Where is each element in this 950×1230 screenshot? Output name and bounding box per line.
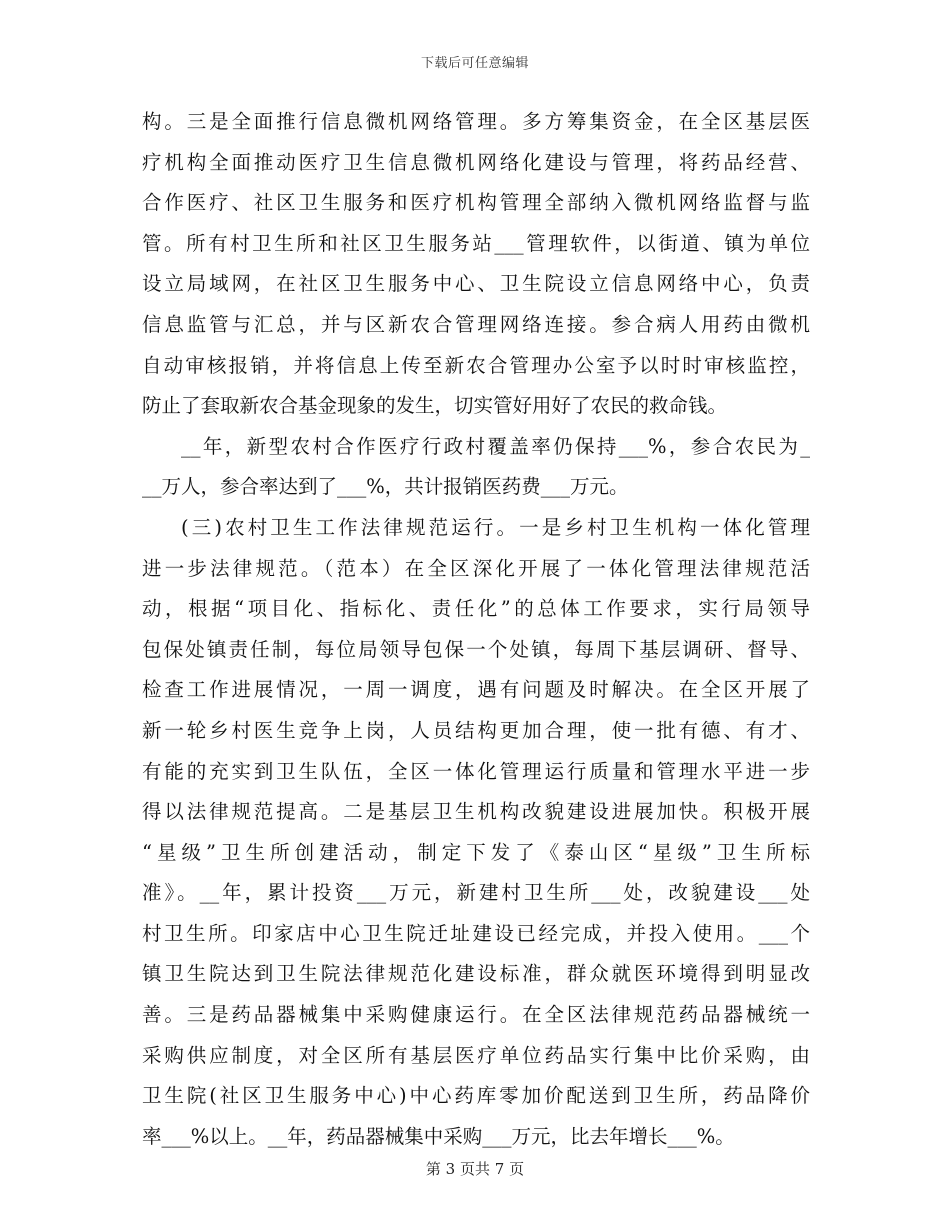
text-line: 构。三是全面推行信息微机网络管理。多方筹集资金，在全区基层医	[142, 110, 810, 133]
text-line: 有能的充实到卫生队伍，全区一体化管理运行质量和管理水平进一步	[142, 759, 810, 783]
text-line: 动，根据“项目化、指标化、责任化”的总体工作要求，实行局领导	[142, 597, 810, 621]
text-line: 设立局域网，在社区卫生服务中心、卫生院设立信息网络中心，负责	[142, 272, 810, 296]
text-line: 卫生院(社区卫生服务中心)中心药库零加价配送到卫生所，药品降价	[142, 1084, 810, 1108]
document-body	[142, 102, 810, 1157]
text-line: 准》。__年，累计投资___万元，新建村卫生所___处，改貌建设___处	[142, 881, 810, 905]
text-line: 镇卫生院达到卫生院法律规范化建设标准，群众就医环境得到明显改	[142, 962, 810, 986]
text-line: 进一步法律规范。（范本）在全区深化开展了一体化管理法律规范活	[142, 556, 810, 580]
text-line: “星级”卫生所创建活动，制定下发了《泰山区“星级”卫生所标	[142, 840, 810, 864]
text-line: 防止了套取新农合基金现象的发生，切实管好用好了农民的救命钱。	[142, 394, 728, 418]
text-line: 新一轮乡村医生竞争上岗，人员结构更加合理，使一批有德、有才、	[142, 718, 810, 742]
page-header: 下载后可任意编辑	[420, 56, 529, 71]
text-line: 率___%以上。__年，药品器械集中采购___万元，比去年增长___%。	[142, 1124, 735, 1148]
text-line: 自动审核报销，并将信息上传至新农合管理办公室予以时时审核监控，	[142, 353, 810, 377]
text-line: 村卫生所。印家店中心卫生院迁址建设已经完成，并投入使用。___个	[142, 921, 810, 945]
text-line: 善。三是药品器械集中采购健康运行。在全区法律规范药品器械统一	[142, 1003, 810, 1027]
page-footer: 第 3 页共 7 页	[425, 1160, 525, 1178]
text-line: 管。所有村卫生所和社区卫生服务站___管理软件，以街道、镇为单位	[142, 231, 810, 255]
text-line: 信息监管与汇总，并与区新农合管理网络连接。参合病人用药由微机	[142, 312, 810, 336]
text-line: 采购供应制度，对全区所有基层医疗单位药品实行集中比价采购，由	[142, 1043, 810, 1067]
text-line: 得以法律规范提高。二是基层卫生机构改貌建设进展加快。积极开展	[142, 800, 810, 824]
text-line: __万人，参合率达到了___%，共计报销医药费___万元。	[142, 475, 629, 499]
paragraph-first-line: (三)农村卫生工作法律规范运行。一是乡村卫生机构一体化管理	[181, 515, 810, 539]
text-line: 合作医疗、社区卫生服务和医疗机构管理全部纳入微机网络监督与监	[142, 191, 810, 215]
paragraph-first-line: __年，新型农村合作医疗行政村覆盖率仍保持___%，参合农民为_	[181, 434, 810, 458]
text-line: 疗机构全面推动医疗卫生信息微机网络化建设与管理，将药品经营、	[142, 150, 810, 174]
text-line: 包保处镇责任制，每位局领导包保一个处镇，每周下基层调研、督导、	[142, 637, 810, 661]
text-line: 检查工作进展情况，一周一调度，遇有问题及时解决。在全区开展了	[142, 678, 810, 702]
